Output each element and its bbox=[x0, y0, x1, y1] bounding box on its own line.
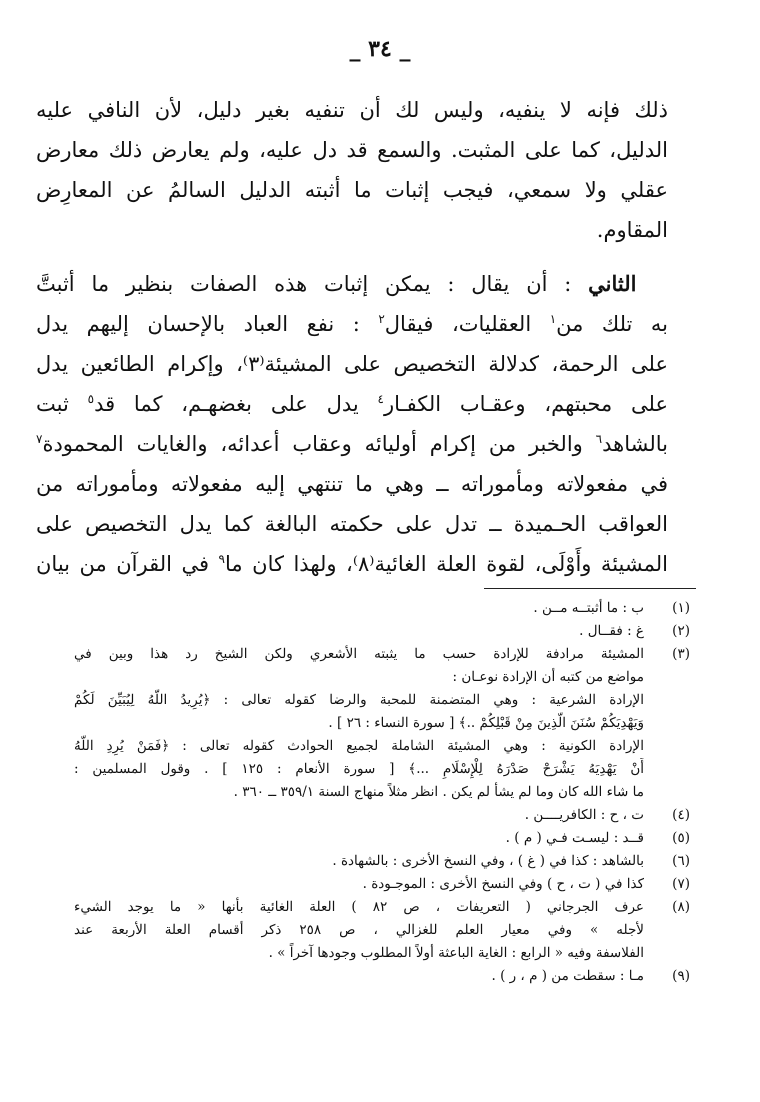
footnote: (٣) المشيئة مرادفة للإرادة حسب ما يثبته الأشعري ولكن الشيخ رد هذا وبين في مواضع من كتبه أن الإرادة نوعـان : الإرادة الشرعية : وهي المتضمنة للمحبة والرضا كقوله تعالى : ﴿يُرِيدُ اللَّهُ لِيُبَيِّنَ لَكُمْ وَيَهْدِيَكُمْ سُنَنَ الَّذِينَ مِنْ قَبْلِكُمْ ..﴾ [ سورة النساء : ٢٦ ] . الإرادة الكونية : وهي المشيئة الشاملة لجميع الحوادث كقوله تعالى : ﴿فَمَنْ يُرِدِ اللَّهُ أَنْ يَهْدِيَهُ يَشْرَحْ صَدْرَهُ لِلْإِسْلَامِ ...﴾ [ سورة الأنعام : ١٢٥ ] . وقول المسلمين : ما شاء الله كان وما لم يشأ لم يكن . انظر مثلاً منهاج السنة ٣٥٩/١ ــ ٣٦٠ . bbox=[74, 643, 690, 804]
footnote: (٩) مـا : سقطت من ( م ، ر ) . bbox=[74, 965, 690, 988]
footnote-number: (٩) bbox=[672, 968, 690, 984]
text-line: بالشاهد$^٦$ والخبر من إكرام أوليائه وعقاب أعدائه، والغايات المحمودة$^٧$ bbox=[36, 432, 668, 456]
footnotes bbox=[74, 597, 690, 988]
footnote-number: (١) bbox=[672, 600, 690, 616]
footnote-ref[interactable]: ٧ bbox=[36, 432, 43, 446]
footnote-number: (٣) bbox=[672, 646, 690, 662]
footnote-ref[interactable]: ٩ bbox=[218, 552, 225, 566]
text-line: ذلك فإنه لا ينفيه، وليس لك أن تنفيه بغير دليل، لأن النافي عليه bbox=[36, 98, 668, 122]
paragraph-two-first-line: الثاني : أن يقال : يمكن إثبات هذه الصفات بنظير ما أثبتَّ bbox=[36, 271, 637, 296]
text-line: الدليل، كما على المثبت. والسمع قد دل عليه، ولم يعارض ذلك معارض bbox=[36, 138, 668, 162]
footnote: (١) ب : ما أثبتــه مــن . bbox=[74, 597, 690, 620]
footnote: (٢) غ : فقــال . bbox=[74, 620, 690, 643]
footnote: (٤) ت ، ح : الكافريــــن . bbox=[74, 804, 690, 827]
footnote-ref[interactable]: ١ bbox=[549, 312, 557, 326]
footnote-ref[interactable]: ٦ bbox=[595, 432, 603, 446]
paragraph-keyword: الثاني bbox=[588, 271, 637, 296]
text-line: المقاوم. bbox=[596, 218, 668, 242]
text-line: به تلك من$^١$ العقليات، فيقال$^٢$ : نفع العباد بالإحسان إليهم يدل bbox=[36, 312, 668, 336]
text-line: عقلي ولا سمعي، فيجب إثبات ما أثبته الدليل السالمُ عن المعارِض bbox=[36, 178, 668, 202]
footnote: (٦) بالشاهد : كذا في ( غ ) ، وفي النسخ الأخرى : بالشهادة . bbox=[74, 850, 690, 873]
footnote: (٧) كذا في ( ت ، ح ) وفي النسخ الأخرى : الموجـودة . bbox=[74, 873, 690, 896]
footnote-separator bbox=[484, 588, 696, 589]
page-number: _ ٣٤ _ bbox=[349, 36, 411, 62]
footnote-number: (٨) bbox=[672, 899, 690, 915]
footnote: (٥) قــد : ليسـت فـي ( م ) . bbox=[74, 827, 690, 850]
text-line: على محبتهم، وعقـاب الكفـار$^٤$ يدل على بغضهـم، كما قد$^٥$ ثبت bbox=[36, 392, 668, 416]
text-line: في مفعولاته ومأموراته ــ وهي ما تنتهي إليه مفعولاته ومأموراته من bbox=[36, 472, 668, 496]
text-line: على الرحمة، كدلالة التخصيص على المشيئة⁽٣⁾، وإكرام الطائعين يدل bbox=[36, 352, 668, 376]
footnote-number: (٥) bbox=[672, 830, 690, 846]
text-line: المشيئة وأَوْلَى، لقوة العلة الغائية⁽٨⁾، ولهذا كان ما$^٩$ في القرآن من بيان bbox=[36, 552, 668, 576]
footnote-ref[interactable]: ٢ bbox=[378, 312, 385, 326]
main-text bbox=[36, 90, 668, 584]
footnote-number: (٤) bbox=[672, 807, 690, 823]
footnote: (٨) عرف الجرجاني ( التعريفات ، ص ٨٢ ) العلة الغائية بأنها « ما يوجد الشيء لأجله » وفي معيار العلم للغزالي ، ص ٢٥٨ ذكر أقسام العلة الأربعة عند الفلاسفة وفيه « الرابع : الغاية الباعثة أولاً المطلوب وجودها آخراً » . bbox=[74, 896, 690, 965]
footnote-ref[interactable]: ٥ bbox=[87, 392, 95, 406]
footnote-number: (٧) bbox=[672, 876, 690, 892]
footnote-number: (٢) bbox=[672, 623, 690, 639]
footnote-ref[interactable]: ٤ bbox=[377, 392, 384, 406]
text-line: العواقب الحـميدة ــ تدل على حكمته البالغة كما يدل التخصيص على bbox=[36, 512, 668, 536]
footnote-number: (٦) bbox=[672, 853, 690, 869]
